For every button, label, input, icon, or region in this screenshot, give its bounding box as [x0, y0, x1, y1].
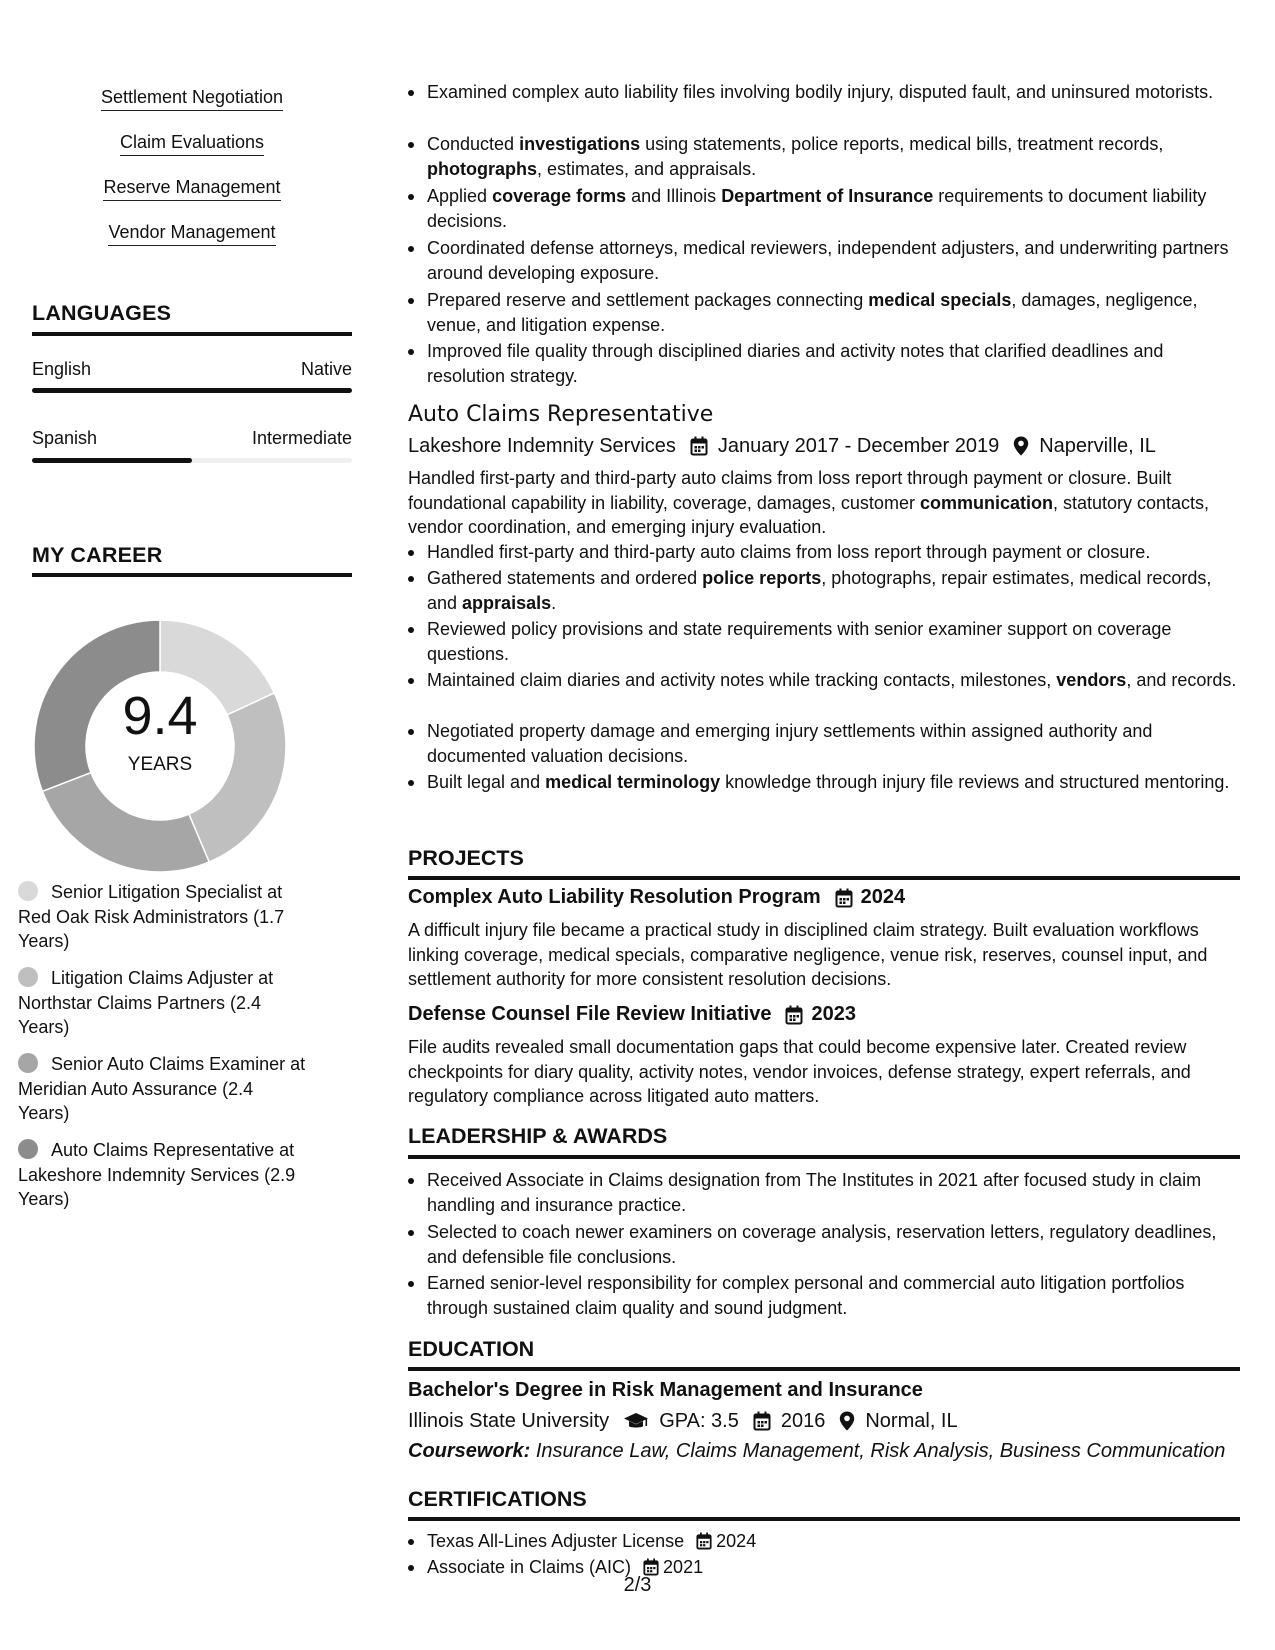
experience-bullet: Coordinated defense attorneys, medical reviewers, independent adjusters, and underwriting partners around developing exposure. [408, 236, 1240, 285]
leadership-bullet: Earned senior-level responsibility for complex personal and commercial auto litigation portfolios through sustained claim quality and sound judgment. [408, 1271, 1240, 1320]
job-meta [408, 433, 1156, 459]
language-row [32, 358, 352, 380]
career-legend-item: Senior Auto Claims Examiner at Meridian Auto Assurance (2.4 Years) [18, 1054, 306, 1123]
calendar-icon [785, 1005, 803, 1025]
job-bullet: Maintained claim diaries and activity notes while tracking contacts, milestones, vendors, and records. [408, 668, 1240, 693]
certifications-heading: CERTIFICATIONS [408, 1487, 587, 1511]
calendar-icon [696, 1532, 712, 1550]
project-title: Complex Auto Liability Resolution Program 2024 [408, 886, 906, 908]
job-bullet: Handled first-party and third-party auto claims from loss report through payment or closure. [408, 540, 1240, 565]
language-bar [32, 458, 352, 463]
skill-tag: Settlement Negotiation [32, 86, 352, 111]
job-bullet: Reviewed policy provisions and state requirements with senior examiner support on coverage questions. [408, 617, 1240, 666]
calendar-icon [753, 1411, 771, 1431]
career-years-unit: YEARS [127, 754, 193, 775]
calendar-icon [835, 888, 853, 908]
career-legend-item: Senior Litigation Specialist at Red Oak Risk Administrators (1.7 Years) [18, 882, 285, 951]
job-bullet: Negotiated property damage and emerging injury settlements within assigned authority and documented valuation decisions. [408, 719, 1240, 768]
certification-year: 2021 [663, 1557, 704, 1577]
degree-title: Bachelor's Degree in Risk Management and Insurance [408, 1379, 923, 1401]
company-name: Lakeshore Indemnity Services [408, 435, 676, 457]
project-title: Defense Counsel File Review Initiative 2023 [408, 1003, 856, 1025]
job-location: Naperville, IL [1039, 435, 1156, 457]
donut-segment [42, 773, 209, 872]
section-rule [32, 573, 352, 577]
projects-heading: PROJECTS [408, 846, 524, 870]
project-year: 2024 [860, 886, 906, 908]
skill-tag: Vendor Management [32, 221, 352, 246]
certification-year: 2024 [716, 1531, 757, 1551]
page-number: 2/3 [623, 1574, 652, 1596]
leadership-heading: LEADERSHIP & AWARDS [408, 1124, 668, 1148]
skill-tag: Claim Evaluations [32, 131, 352, 156]
languages-heading: LANGUAGES [32, 301, 172, 325]
language-level: Native [300, 359, 352, 379]
language-bar-fill [32, 388, 352, 393]
school-location: Normal, IL [865, 1410, 958, 1432]
project-description: A difficult injury file became a practical study in disciplined claim strategy. Built evaluation workflows linking coverage, medical specials, comparative negligence, venue risk, reserves, counsel input, and settlement authority for more consistent resolution decisions. [408, 920, 1208, 989]
coursework: Coursework: Insurance Law, Claims Management, Risk Analysis, Business Communication [408, 1440, 1226, 1462]
calendar-icon [690, 436, 708, 456]
project-description: File audits revealed small documentation gaps that could become expensive later. Created review checkpoints for diary quality, activity notes, vendor invoices, defense strategy, expert referrals, and regulatory compliance across litigated auto matters. [408, 1037, 1191, 1106]
experience-bullet: Conducted investigations using statements, police reports, medical bills, treatment records, photographs, estimates, and appraisals. [408, 132, 1240, 181]
section-rule [408, 1517, 1240, 1521]
legend-dot [18, 881, 38, 901]
legend-dot [18, 1053, 38, 1073]
certification-item: Texas All-Lines Adjuster License 2024 [408, 1529, 756, 1554]
language-row [32, 427, 352, 449]
experience-bullet: Improved file quality through disciplined diaries and activity notes that clarified deadlines and resolution strategy. [408, 339, 1240, 388]
experience-bullet: Examined complex auto liability files involving bodily injury, disputed fault, and uninsured motorists. [408, 80, 1240, 105]
career-donut-chart [22, 608, 298, 884]
job-title: Auto Claims Representative [408, 402, 714, 427]
section-rule [408, 876, 1240, 880]
language-level: Intermediate [251, 428, 352, 448]
job-summary: Handled first-party and third-party auto claims from loss report through payment or closure. Built foundational capability in liability, coverage, damages, customer communication, statutory contacts, vendor coordination, and emerging injury evaluation. [408, 468, 1210, 537]
certification-item: Associate in Claims (AIC) 2021 [408, 1555, 703, 1580]
project-year: 2023 [811, 1003, 856, 1025]
section-rule [408, 1155, 1240, 1159]
language-bar-fill [32, 458, 192, 463]
legend-dot [18, 1139, 38, 1159]
graduation-cap-icon [623, 1412, 649, 1430]
section-rule [32, 332, 352, 336]
skill-tag: Reserve Management [32, 176, 352, 201]
language-name: English [32, 359, 92, 379]
career-legend-item: Litigation Claims Adjuster at Northstar Claims Partners (2.4 Years) [18, 968, 274, 1037]
legend-dot [18, 967, 38, 987]
experience-bullet: Applied coverage forms and Illinois Department of Insurance requirements to document liability decisions. [408, 184, 1240, 233]
location-pin-icon [1013, 436, 1029, 456]
career-legend-item: Auto Claims Representative at Lakeshore Indemnity Services (2.9 Years) [18, 1140, 296, 1209]
graduation-year: 2016 [780, 1410, 826, 1432]
job-bullet: Gathered statements and ordered police reports, photographs, repair estimates, medical records, and appraisals. [408, 566, 1240, 615]
gpa: GPA: 3.5 [659, 1410, 739, 1432]
section-rule [408, 1367, 1240, 1371]
location-pin-icon [839, 1411, 855, 1431]
language-bar [32, 388, 352, 393]
job-dates: January 2017 - December 2019 [717, 435, 1000, 457]
job-bullet: Built legal and medical terminology knowledge through injury file reviews and structured mentoring. [408, 770, 1240, 795]
leadership-bullet: Received Associate in Claims designation from The Institutes in 2021 after focused study in claim handling and insurance practice. [408, 1168, 1240, 1217]
school-name: Illinois State University [408, 1410, 610, 1432]
experience-bullet: Prepared reserve and settlement packages connecting medical specials, damages, negligence, venue, and litigation expense. [408, 288, 1240, 337]
leadership-bullet: Selected to coach newer examiners on coverage analysis, reservation letters, regulatory deadlines, and defensible file conclusions. [408, 1220, 1240, 1269]
career-heading: MY CAREER [32, 543, 163, 567]
education-heading: EDUCATION [408, 1337, 535, 1361]
career-total-years: 9.4 [122, 686, 198, 746]
language-name: Spanish [32, 428, 98, 448]
education-meta [408, 1408, 958, 1434]
